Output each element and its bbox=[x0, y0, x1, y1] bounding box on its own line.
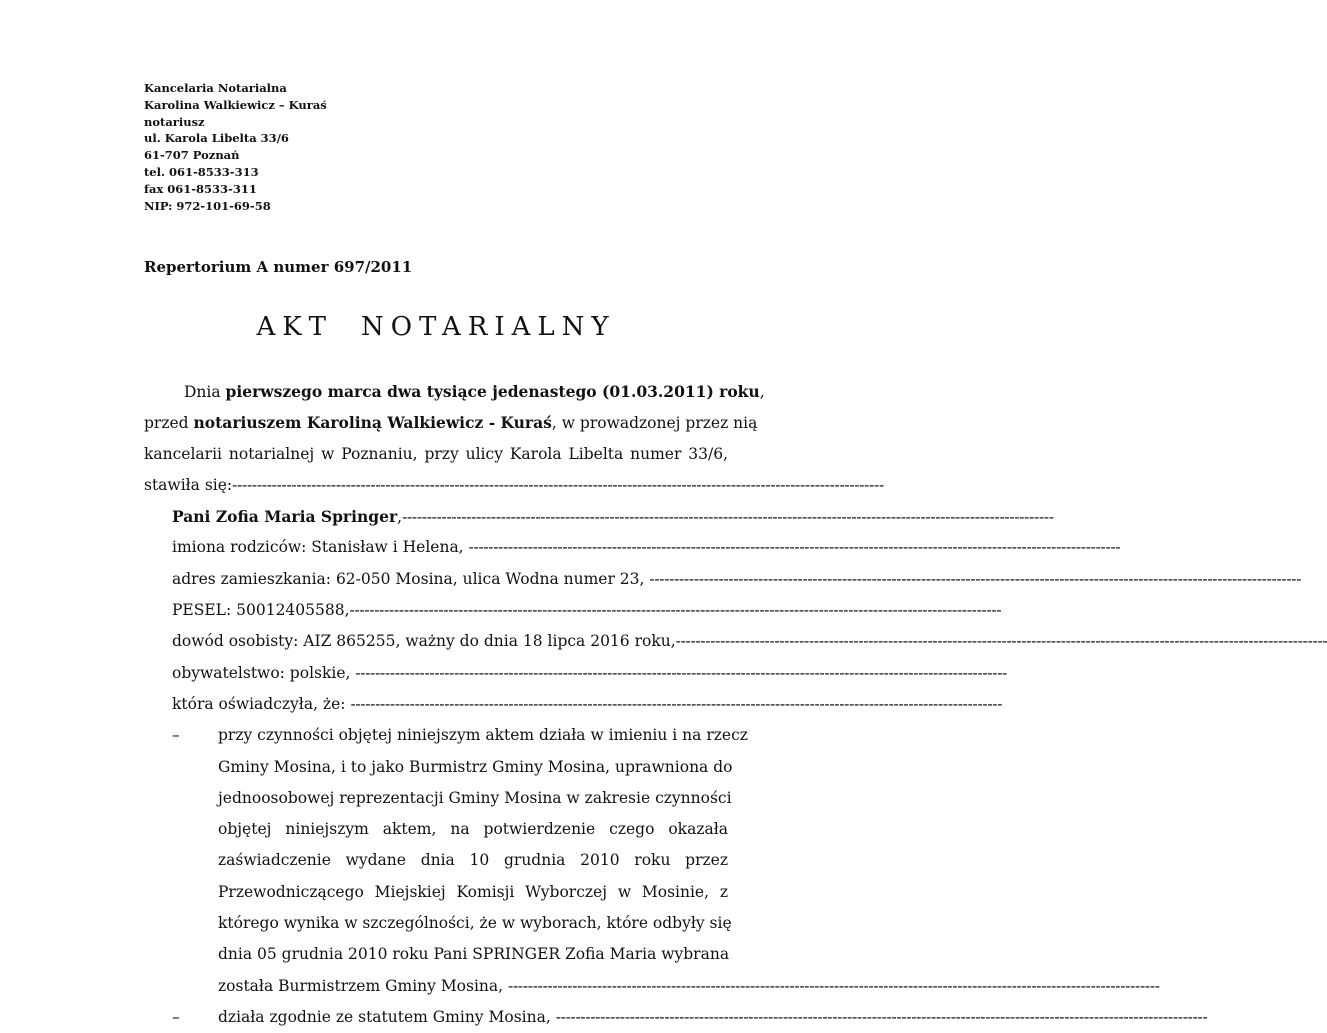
office-city: 61-707 Poznań bbox=[144, 148, 240, 163]
notary-reference: notariuszem Karoliną Walkiewicz - Kuraś bbox=[193, 413, 552, 433]
person-address-line: adres zamieszkania: 62-050 Mosina, ulica Wodna numer 23, ------------------------------------------------------------------------------------------------------------------------------------ bbox=[172, 569, 1302, 588]
declaration-1-line-9: została Burmistrzem Gminy Mosina, ------------------------------------------------------------------------------------------------------------------------------------ bbox=[218, 976, 1160, 995]
declaration-1-line-1: – przy czynności objętej niniejszym aktem działa w imieniu i na rzecz bbox=[144, 720, 728, 751]
filler-dashes: ------------------------------------------------------------------------------------------------------------------------------------ bbox=[555, 1007, 1208, 1026]
list-dash-marker: – bbox=[172, 726, 180, 745]
intro-line-office: kancelarii notarialnej w Poznaniu, przy ulicy Karola Libelta numer 33/6, bbox=[144, 444, 728, 463]
intro-line-appeared: stawiła się:------------------------------------------------------------------------------------------------------------------------------------ bbox=[144, 475, 884, 494]
person-name: Pani Zofia Maria Springer bbox=[172, 507, 398, 527]
filler-dashes: ------------------------------------------------------------------------------------------------------------------------------------ bbox=[355, 663, 1008, 682]
filler-dashes: ------------------------------------------------------------------------------------------------------------------------------------ bbox=[508, 976, 1160, 995]
document-title bbox=[144, 312, 728, 342]
person-name-line: Pani Zofia Maria Springer,------------------------------------------------------------------------------------------------------------------------------------ bbox=[172, 507, 1054, 527]
declaration-1-line-8: dnia 05 grudnia 2010 roku Pani SPRINGER Zofia Maria wybrana bbox=[218, 945, 730, 964]
deed-date: pierwszego marca dwa tysiące jedenastego (01.03.2011) roku bbox=[225, 382, 760, 401]
filler-dashes: ------------------------------------------------------------------------------------------------------------------------------------ bbox=[649, 569, 1302, 588]
deed-body bbox=[144, 376, 1327, 1033]
intro-line-notary: przed notariuszem Karoliną Walkiewicz - Kuraś, w prowadzonej przez nią bbox=[144, 413, 758, 433]
office-fax: fax 061-8533-311 bbox=[144, 181, 257, 196]
notary-role: notariusz bbox=[144, 114, 205, 129]
person-pesel-line: PESEL: 50012405588,------------------------------------------------------------------------------------------------------------------------------------ bbox=[172, 601, 1002, 620]
declaration-1-line-5: zaświadczenie wydane dnia 10 grudnia 2010 roku przez bbox=[218, 851, 728, 870]
declaration-1-line-3: jednoosobowej reprezentacji Gminy Mosina w zakresie czynności bbox=[218, 788, 732, 807]
person-declared-line: która oświadczyła, że: ------------------------------------------------------------------------------------------------------------------------------------ bbox=[172, 694, 1003, 713]
office-street: ul. Karola Libelta 33/6 bbox=[144, 131, 289, 146]
notary-name: Karolina Walkiewicz – Kuraś bbox=[144, 97, 327, 112]
filler-dashes: ------------------------------------------------------------------------------------------------------------------------------------ bbox=[468, 538, 1121, 557]
person-parents-line: imiona rodziców: Stanisław i Helena, ------------------------------------------------------------------------------------------------------------------------------------ bbox=[172, 538, 1121, 557]
repertorium-number: Repertorium A numer 697/2011 bbox=[144, 258, 413, 276]
office-phone: tel. 061-8533-313 bbox=[144, 164, 259, 179]
person-id-card-line: dowód osobisty: AIZ 865255, ważny do dnia 18 lipca 2016 roku,------------------------------------------------------------------------------------------------------------------------------------ bbox=[172, 632, 1327, 651]
office-nip: NIP: 972-101-69-58 bbox=[144, 198, 271, 213]
filler-dashes: ------------------------------------------------------------------------------------------------------------------------------------ bbox=[675, 632, 1327, 651]
title-word-1: AKT bbox=[256, 312, 333, 342]
filler-dashes: ------------------------------------------------------------------------------------------------------------------------------------ bbox=[349, 601, 1002, 620]
filler-dashes: ------------------------------------------------------------------------------------------------------------------------------------ bbox=[350, 694, 1003, 713]
declaration-2-line-1: – działa zgodnie ze statutem Gminy Mosina, ------------------------------------------------------------------------------------------------------------------------------------ bbox=[144, 1002, 728, 1033]
notary-office-header bbox=[144, 80, 444, 214]
title-word-2: NOTARIALNY bbox=[360, 312, 616, 342]
filler-dashes: ------------------------------------------------------------------------------------------------------------------------------------ bbox=[402, 508, 1054, 527]
declaration-1-line-2: Gminy Mosina, i to jako Burmistrz Gminy Mosina, uprawniona do bbox=[218, 757, 733, 776]
declaration-1-line-7: którego wynika w szczególności, że w wyborach, które odbyły się bbox=[218, 914, 732, 933]
intro-line-date: Dnia pierwszego marca dwa tysiące jedenastego (01.03.2011) roku, bbox=[184, 382, 765, 401]
office-name: Kancelaria Notarialna bbox=[144, 81, 287, 95]
list-dash-marker: – bbox=[172, 1007, 180, 1026]
filler-dashes: ------------------------------------------------------------------------------------------------------------------------------------ bbox=[232, 475, 884, 494]
person-citizenship-line: obywatelstwo: polskie, ------------------------------------------------------------------------------------------------------------------------------------ bbox=[172, 663, 1008, 682]
declaration-1-line-4: objętej niniejszym aktem, na potwierdzenie czego okazała bbox=[218, 820, 728, 839]
declaration-1-line-6: Przewodniczącego Miejskiej Komisji Wyborczej w Mosinie, z bbox=[218, 882, 728, 901]
